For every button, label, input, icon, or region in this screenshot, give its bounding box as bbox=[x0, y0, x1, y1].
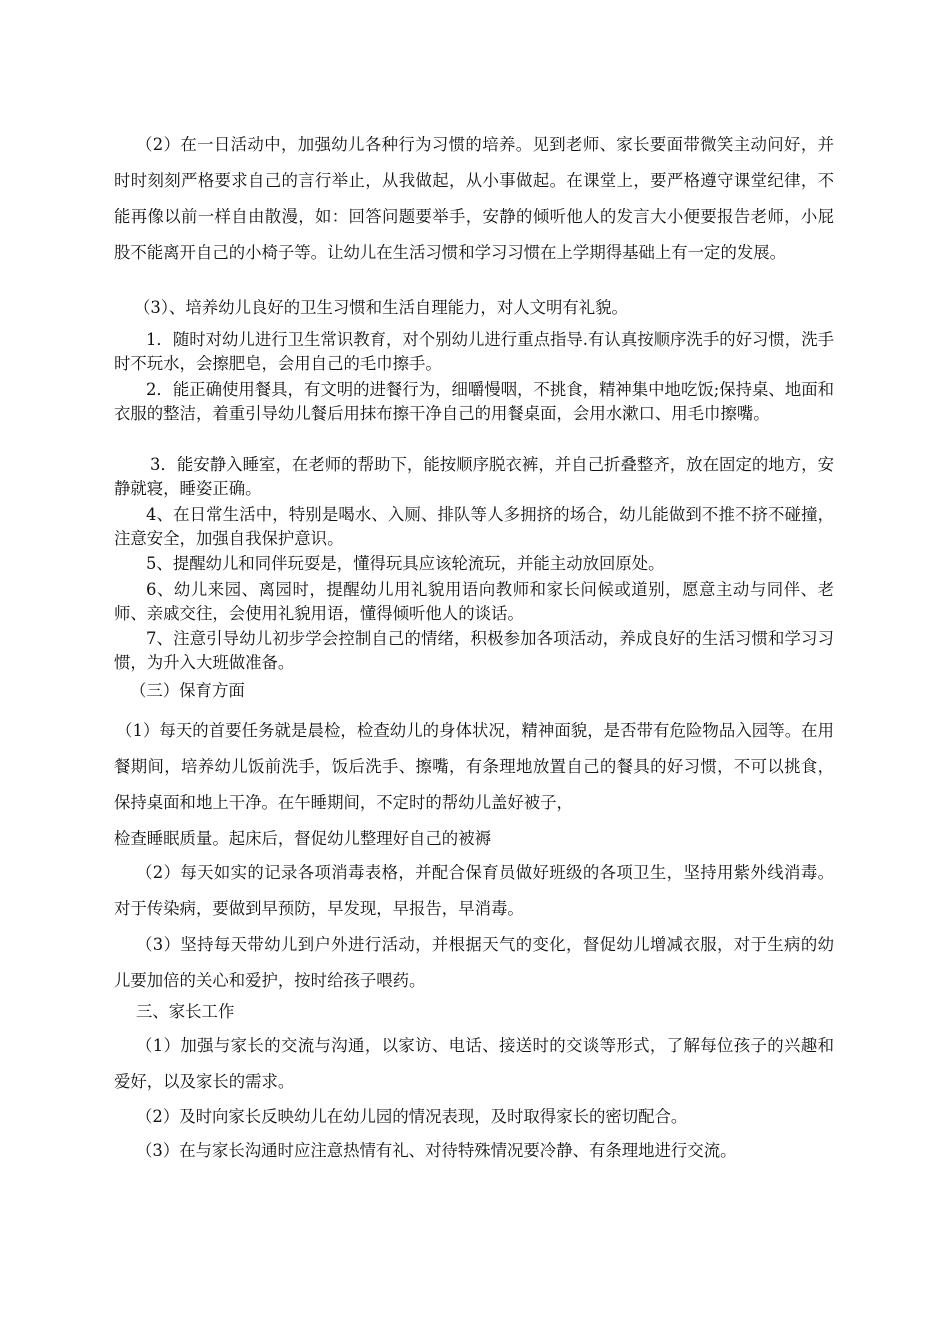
paragraph: （3）坚持每天带幼儿到户外进行活动，并根据天气的变化，督促幼儿增减衣服，对于生病的幼儿要加倍的关心和爱护，按时给孩子喂药。 bbox=[114, 935, 834, 990]
paragraph: 5、提醒幼儿和同伴玩耍是，懂得玩具应该轮流玩，并能主动放回原处。 bbox=[146, 554, 665, 573]
paragraph: 2．能正确使用餐具，有文明的进餐行为，细嚼慢咽，不挑食，精神集中地吃饭;保持桌、地面和衣服的整洁，着重引导幼儿餐后用抹布擦干净自己的用餐桌面，会用水漱口、用毛巾擦嘴。 bbox=[114, 380, 834, 423]
paragraph: 7、注意引导幼儿初步学会控制自己的情绪，积极参加各项活动，养成良好的生活习惯和学习习惯，为升入大班做准备。 bbox=[114, 629, 834, 672]
paragraph: 1．随时对幼儿进行卫生常识教育，对个别幼儿进行重点指导.有认真按顺序洗手的好习惯，洗手时不玩水，会擦肥皂，会用自己的毛巾擦手。 bbox=[114, 330, 834, 373]
paragraph: （1）加强与家长的交流与沟通，以家访、电话、接送时的交谈等形式，了解每位孩子的兴趣和爱好，以及家长的需求。 bbox=[114, 1036, 834, 1091]
paragraph: （2）及时向家长反映幼儿在幼儿园的情况表现，及时取得家长的密切配合。 bbox=[136, 1107, 688, 1126]
paragraph: 6、幼儿来园、离园时，提醒幼儿用礼貌用语向教师和家长问候或道别，愿意主动与同伴、老师、亲戚交往，会使用礼貌用语，懂得倾听他人的谈话。 bbox=[114, 580, 834, 623]
paragraph: （1）每天的首要任务就是晨检，检查幼儿的身体状况，精神面貌，是否带有危险物品入园等。在用餐期间，培养幼儿饭前洗手，饭后洗手、擦嘴，有条理地放置自己的餐具的好习惯，不可以挑食，保持桌面和地上干净。在午睡期间，不定时的帮幼儿盖好被子， bbox=[114, 721, 834, 812]
paragraph: （3）在与家长沟通时应注意热情有礼、对待特殊情况要冷静、有条理地进行交流。 bbox=[136, 1141, 737, 1160]
section-heading: 三、家长工作 bbox=[136, 1002, 235, 1021]
paragraph: 3．能安静入睡室，在老师的帮助下，能按顺序脱衣裤，并自己折叠整齐，放在固定的地方，安静就寝，睡姿正确。 bbox=[114, 455, 834, 498]
paragraph: 检查睡眠质量。起床后，督促幼儿整理好自己的被褥 bbox=[114, 829, 491, 848]
paragraph: （2）每天如实的记录各项消毒表格，并配合保育员做好班级的各项卫生，坚持用紫外线消毒。对于传染病，要做到早预防，早发现，早报告，早消毒。 bbox=[114, 863, 834, 918]
paragraph: （2）在一日活动中，加强幼儿各种行为习惯的培养。见到老师、家长要面带微笑主动问好，并时时刻刻严格要求自己的言行举止，从我做起，从小事做起。在课堂上，要严格遵守课堂纪律，不能再像以前一样自由散漫，如：回答问题要举手，安静的倾听他人的发言大小便要报告老师，小屁股不能离开自己的小椅子等。让幼儿在生活习惯和学习习惯在上学期得基础上有一定的发展。 bbox=[114, 135, 834, 262]
section-heading: （三）保育方面 bbox=[130, 681, 245, 700]
paragraph: 4、在日常生活中，特别是喝水、入厕、排队等人多拥挤的场合，幼儿能做到不推不挤不碰撞，注意安全，加强自我保护意识。 bbox=[114, 505, 834, 548]
paragraph: （3）、培养幼儿良好的卫生习惯和生活自理能力，对人文明有礼貌。 bbox=[134, 298, 628, 317]
